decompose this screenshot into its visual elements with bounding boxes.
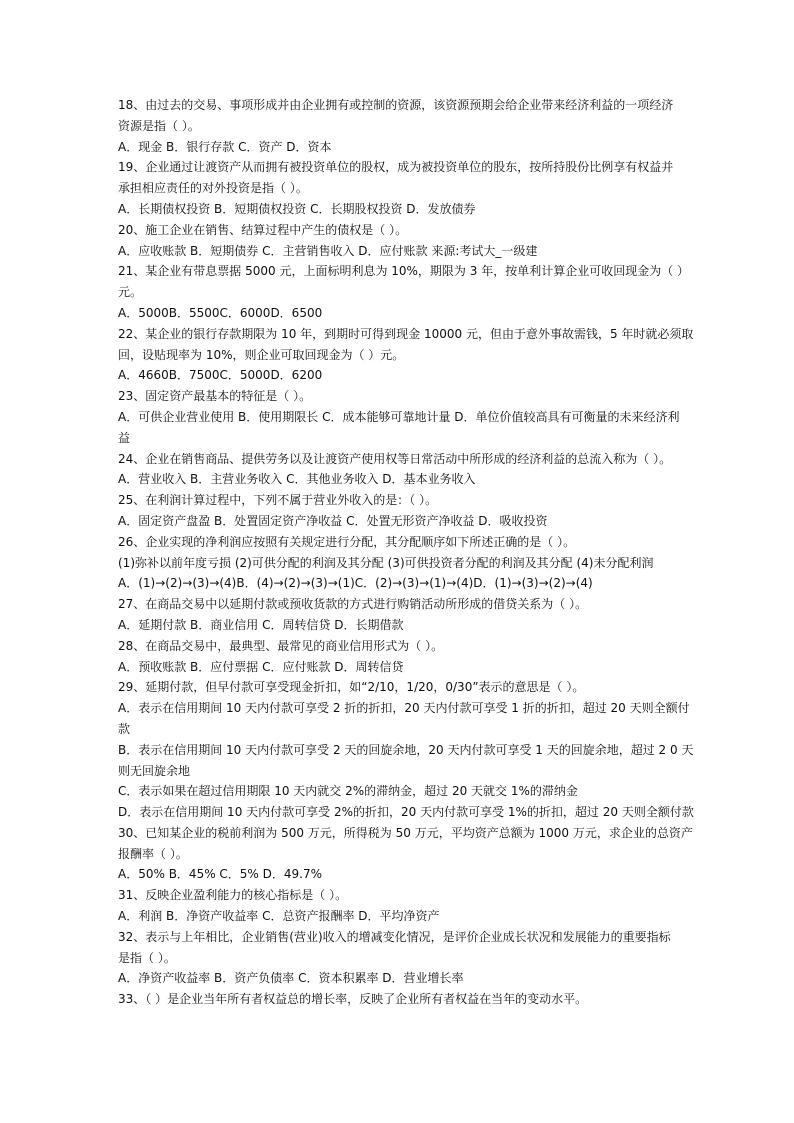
text-line: 款 <box>118 721 131 736</box>
text-line: 29、延期付款，但早付款可享受现金折扣，如“2/10，1/20，0/30”表示的意思是（ ）。 <box>118 680 585 695</box>
text-line: 元。 <box>118 285 143 300</box>
text-line: B．表示在信用期间 10 天内付款可享受 2 天的回旋余地，20 天内付款可享受 1 天的回旋余地，超过 2 0 天 <box>118 742 694 757</box>
text-line: A．5000B．5500C．6000D．6500 <box>118 305 323 320</box>
text-line: A．延期付款 B．商业信用 C．周转信贷 D．长期借款 <box>118 617 404 632</box>
text-line: 30、已知某企业的税前利润为 500 万元，所得税为 50 万元，平均资产总额为 1000 万元，求企业的总资产 <box>118 825 693 840</box>
text-line: 20、施工企业在销售、结算过程中产生的债权是（ ）。 <box>118 222 408 237</box>
text-line: A．可供企业营业使用 B．使用期限长 C．成本能够可靠地计量 D．单位价值较高具有可衡量的未来经济利 <box>118 409 680 424</box>
text-line: A．固定资产盘盈 B．处置固定资产净收益 C．处置无形资产净收益 D．吸收投资 <box>118 513 548 528</box>
text-line: A．长期债权投资 B．短期债权投资 C．长期股权投资 D．发放债券 <box>118 201 476 216</box>
text-line: 28、在商品交易中，最典型、最常见的商业信用形式为（ ）。 <box>118 638 444 653</box>
text-line: A．表示在信用期间 10 天内付款可享受 2 折的折扣，20 天内付款可享受 1 折的折扣，超过 20 天则全额付 <box>118 701 690 716</box>
text-line: A．营业收入 B．主营业务收入 C．其他业务收入 D．基本业务收入 <box>118 472 476 487</box>
text-line: 益 <box>118 430 131 445</box>
text-line: 31、反映企业盈利能力的核心指标是（ ）。 <box>118 888 348 903</box>
text-line: A．(1)→(2)→(3)→(4)B．(4)→(2)→(3)→(1)C．(2)→(3)→(1)→(4)D．(1)→(3)→(2)→(4) <box>118 576 593 591</box>
text-line: D．表示在信用期间 10 天内付款可享受 2%的折扣，20 天内付款可享受 1%的折扣，超过 20 天则全额付款 <box>118 805 694 820</box>
text-line: 21、某企业有带息票据 5000 元，上面标明利息为 10%，期限为 3 年，按单利计算企业可收回现金为（ ） <box>118 264 690 279</box>
text-line: 33、（ ）是企业当年所有者权益总的增长率，反映了企业所有者权益在当年的变动水平。 <box>118 992 588 1007</box>
text-line: 26、企业实现的净利润应按照有关规定进行分配，其分配顺序如下所述正确的是（ ）。 <box>118 534 576 549</box>
text-line: A．现金 B．银行存款 C．资产 D．资本 <box>118 139 332 154</box>
text-line: 19、企业通过让渡资产从而拥有被投资单位的股权，成为被投资单位的股东，按所持股份比例享有权益并 <box>118 160 674 175</box>
text-line: A．利润 B．净资产收益率 C．总资产报酬率 D．平均净资产 <box>118 909 440 924</box>
text-line: A．4660B．7500C．5000D．6200 <box>118 368 323 383</box>
text-line: A．应收账款 B．短期债券 C．主营销售收入 D．应付账款 来源:考试大_一级建 <box>118 243 538 258</box>
text-line: 是指（ ）。 <box>118 950 176 965</box>
text-line: 承担相应责任的对外投资是指（ ）。 <box>118 181 308 196</box>
text-line: 则无回旋余地 <box>118 763 191 778</box>
text-line: 回，设贴现率为 10%，则企业可取回现金为（ ）元。 <box>118 347 405 362</box>
text-line: 资源是指（ ）。 <box>118 118 200 133</box>
text-line: 32、表示与上年相比，企业销售(营业)收入的增减变化情况，是评价企业成长状况和发展能力的重要指标 <box>118 929 671 944</box>
text-line: 25、在利润计算过程中，下列不属于营业外收入的是：（ ）。 <box>118 493 438 508</box>
text-line: (1)弥补以前年度亏损 (2)可供分配的利润及其分配 (3)可供投资者分配的利润及其分配 (4)未分配利润 <box>118 555 654 570</box>
text-line: A．预收账款 B．应付票据 C．应付账款 D．周转信贷 <box>118 659 404 674</box>
document-body <box>118 95 694 1010</box>
text-line: A．净资产收益率 B．资产负债率 C．资本积累率 D．营业增长率 <box>118 971 464 986</box>
text-line: 24、企业在销售商品、提供劳务以及让渡资产使用权等日常活动中所形成的经济利益的总流入称为（ ）。 <box>118 451 672 466</box>
text-line: A．50% B．45% C．5% D．49.7% <box>118 867 323 882</box>
text-line: 22、某企业的银行存款期限为 10 年，到期时可得到现金 10000 元，但由于意外事故需钱，5 年时就必须取 <box>118 326 694 341</box>
text-line: 27、在商品交易中以延期付款或预收货款的方式进行购销活动所形成的借贷关系为（ ）。 <box>118 597 588 612</box>
text-line: 18、由过去的交易、事项形成并由企业拥有或控制的资源，该资源预期会给企业带来经济利益的一项经济 <box>118 98 674 112</box>
text-line: 23、固定资产最基本的特征是（ ）。 <box>118 389 312 404</box>
text-line: 报酬率（ ）。 <box>118 846 188 861</box>
text-line: C．表示如果在超过信用期限 10 天内就交 2%的滞纳金，超过 20 天就交 1%的滞纳金 <box>118 784 578 799</box>
